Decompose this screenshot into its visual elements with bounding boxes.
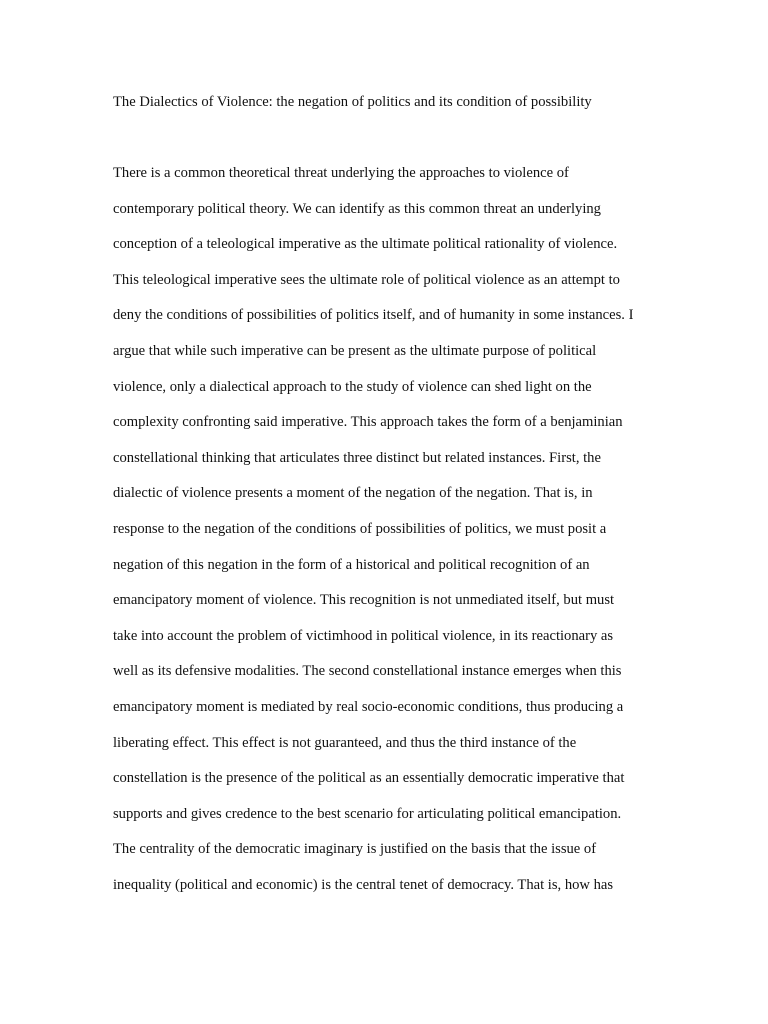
body-line: This teleological imperative sees the ultimate role of political violence as an attempt to	[113, 271, 620, 288]
body-line: constellational thinking that articulates three distinct but related instances. First, the	[113, 449, 601, 466]
body-line: contemporary political theory. We can identify as this common threat an underlying	[113, 200, 601, 217]
body-line: emancipatory moment of violence. This recognition is not unmediated itself, but must	[113, 592, 615, 609]
body-line: inequality (political and economic) is the central tenet of democracy. That is, how has	[113, 876, 614, 893]
body-line: supports and gives credence to the best scenario for articulating political emancipation.	[113, 805, 622, 822]
body-line: dialectic of violence presents a moment of the negation of the negation. That is, in	[113, 485, 593, 502]
body-line: take into account the problem of victimhood in political violence, in its reactionary as	[113, 627, 614, 644]
body-line: deny the conditions of possibilities of politics itself, and of humanity in some instances. I	[113, 307, 634, 324]
body-line: The centrality of the democratic imaginary is justified on the basis that the issue of	[113, 841, 597, 858]
body-line: violence, only a dialectical approach to the study of violence can shed light on the	[113, 378, 592, 395]
body-line: conception of a teleological imperative as the ultimate political rationality of violence.	[113, 236, 618, 253]
body-line: response to the negation of the conditions of possibilities of politics, we must posit a	[113, 520, 607, 537]
body-line: argue that while such imperative can be present as the ultimate purpose of political	[113, 342, 597, 359]
body-line: emancipatory moment is mediated by real socio-economic conditions, thus producing a	[113, 698, 624, 715]
body-line: negation of this negation in the form of a historical and political recognition of an	[113, 556, 590, 573]
body-line: There is a common theoretical threat underlying the approaches to violence of	[113, 165, 569, 181]
document-body	[113, 164, 673, 911]
body-line: complexity confronting said imperative. This approach takes the form of a benjaminian	[113, 414, 623, 431]
document-title: The Dialectics of Violence: the negation of politics and its condition of possibility	[113, 94, 592, 110]
body-line: constellation is the presence of the political as an essentially democratic imperative that	[113, 770, 625, 787]
body-line: well as its defensive modalities. The second constellational instance emerges when this	[113, 663, 622, 680]
body-line: liberating effect. This effect is not guaranteed, and thus the third instance of the	[113, 734, 577, 751]
